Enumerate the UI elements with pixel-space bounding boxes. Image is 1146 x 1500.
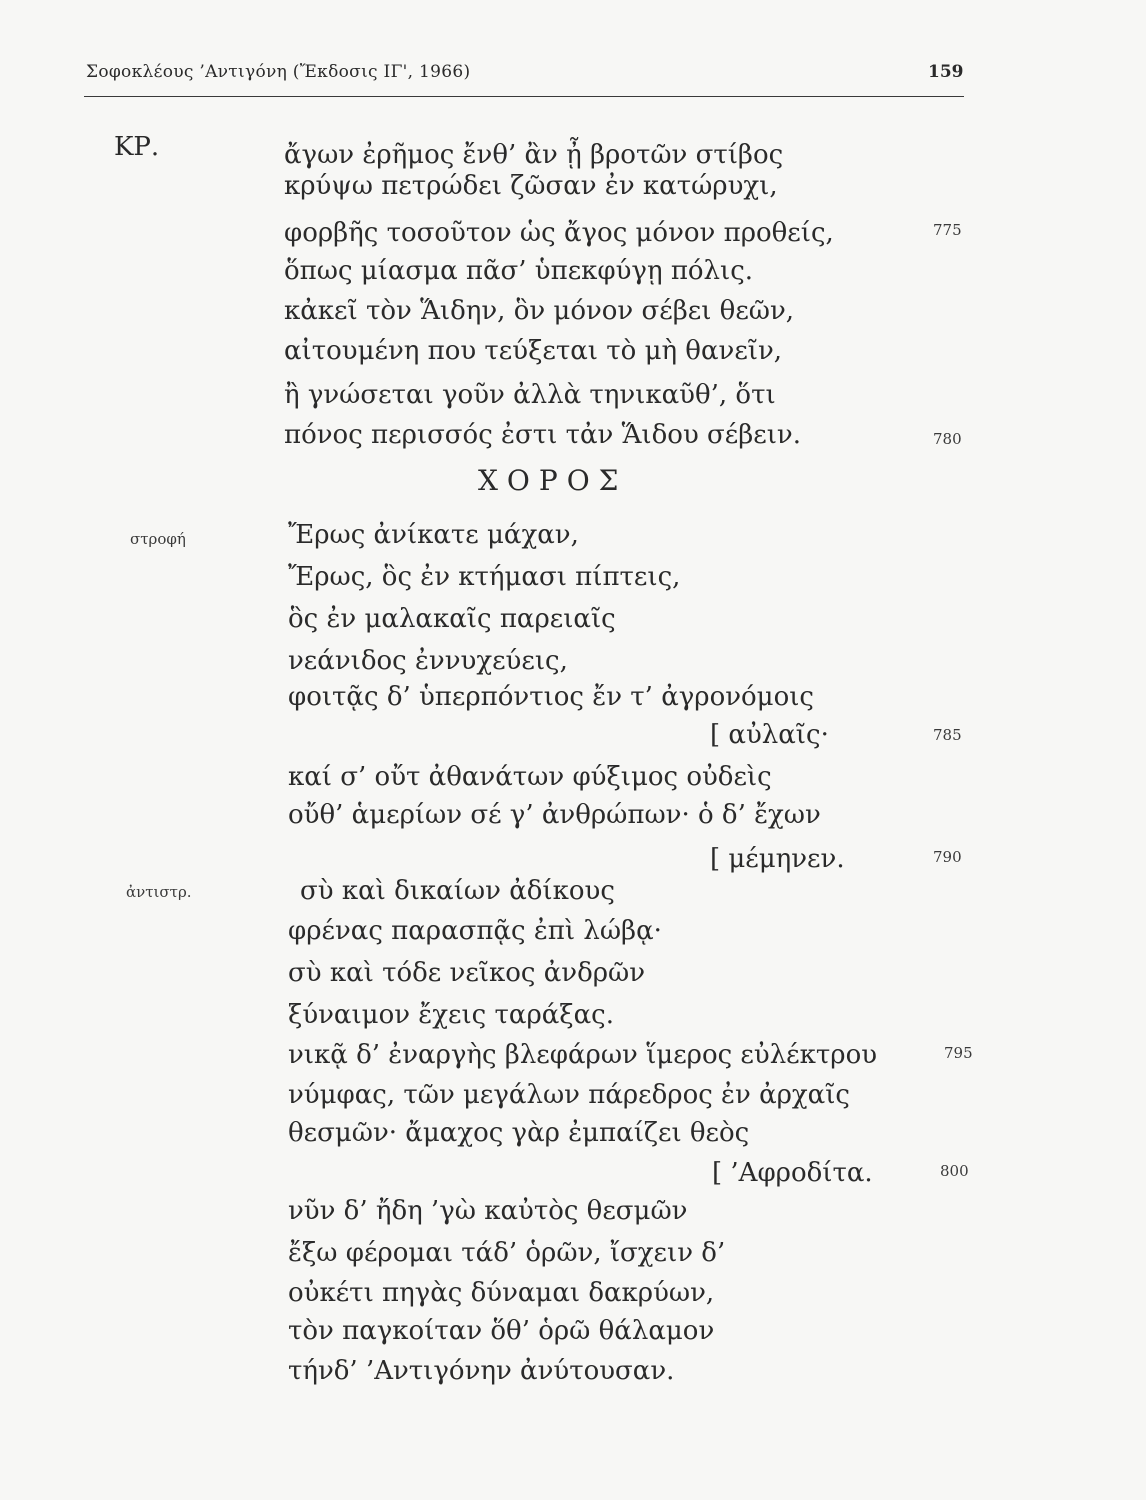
running-title: Σοφοκλέους ’Αντιγόνη (Ἔκδοσις ΙΓ', 1966) xyxy=(86,62,471,82)
line-number: 790 xyxy=(933,848,962,866)
verse-line: ὃς ἐν μαλακαῖς παρειαῖς xyxy=(288,604,616,634)
verse-line: νῦν δ’ ἤδη ’γὼ καὐτὸς θεσμῶν xyxy=(288,1196,688,1226)
verse-line: [ ’Αφροδίτα. xyxy=(712,1158,873,1188)
verse-line: κἀκεῖ τὸν Ἅιδην, ὃν μόνον σέβει θεῶν, xyxy=(284,296,795,326)
speaker-label: ΚΡ. xyxy=(114,132,160,162)
verse-line: φοιτᾷς δ’ ὑπερπόντιος ἔν τ’ ἀγρονόμοις xyxy=(288,682,814,712)
verse-line: ξύναιμον ἔχεις ταράξας. xyxy=(288,1000,614,1030)
verse-line: οὐκέτι πηγὰς δύναμαι δακρύων, xyxy=(288,1278,715,1308)
verse-line: Ἔρως ἀνίκατε μάχαν, xyxy=(288,520,579,550)
verse-line: οὔθ’ ἁμερίων σέ γ’ ἀνθρώπων· ὁ δ’ ἔχων xyxy=(288,800,821,830)
verse-line: κρύψω πετρώδει ζῶσαν ἐν κατώρυχι, xyxy=(284,171,778,201)
verse-line: πόνος περισσός ἐστι τἀν Ἅιδου σέβειν. xyxy=(284,420,801,450)
page-number: 159 xyxy=(928,62,964,82)
verse-line: τὸν παγκοίταν ὅθ’ ὁρῶ θάλαμον xyxy=(288,1316,715,1346)
verse-line: φορβῆς τοσοῦτον ὡς ἄγος μόνον προθείς, xyxy=(284,218,834,248)
verse-line: ὅπως μίασμα πᾶσ’ ὑπεκφύγῃ πόλις. xyxy=(284,256,754,286)
verse-line: ἔξω φέρομαι τάδ’ ὁρῶν, ἴσχειν δ’ xyxy=(288,1238,726,1268)
verse-line: τήνδ’ ’Αντιγόνην ἀνύτουσαν. xyxy=(288,1356,675,1386)
verse-line: ἄγων ἐρῆμος ἔνθ’ ἂν ᾖ βροτῶν στίβος xyxy=(284,140,784,170)
verse-line: νικᾷ δ’ ἐναργὴς βλεφάρων ἵμερος εὐλέκτρου xyxy=(288,1040,878,1070)
verse-line: καί σ’ οὔτ ἀθανάτων φύξιμος οὐδεὶς xyxy=(288,762,772,792)
line-number: 785 xyxy=(933,726,962,744)
verse-line: θεσμῶν· ἄμαχος γὰρ ἐμπαίζει θεὸς xyxy=(288,1118,750,1148)
verse-line: αἰτουμένη που τεύξεται τὸ μὴ θανεῖν, xyxy=(284,336,783,366)
verse-line: [ αὐλαῖς· xyxy=(710,720,829,750)
verse-line: νύμφας, τῶν μεγάλων πάρεδρος ἐν ἀρχαῖς xyxy=(288,1080,850,1110)
verse-line: σὺ καὶ τόδε νεῖκος ἀνδρῶν xyxy=(288,958,646,988)
line-number: 800 xyxy=(940,1162,969,1180)
line-number: 780 xyxy=(933,430,962,448)
verse-line: [ μέμηνεν. xyxy=(710,844,845,874)
line-number: 795 xyxy=(944,1044,973,1062)
verse-line: Ἔρως, ὃς ἐν κτήμασι πίπτεις, xyxy=(288,562,681,592)
line-number: 775 xyxy=(933,221,962,239)
antistrophe-label: ἀντιστρ. xyxy=(126,883,192,901)
verse-line: φρένας παρασπᾷς ἐπὶ λώβᾳ· xyxy=(288,916,662,946)
chorus-heading: ΧΟΡΟΣ xyxy=(478,464,628,497)
header-rule xyxy=(84,96,964,97)
strophe-label: στροφή xyxy=(130,530,186,548)
verse-line: ἢ γνώσεται γοῦν ἀλλὰ τηνικαῦθ’, ὅτι xyxy=(284,380,776,410)
verse-line: σὺ καὶ δικαίων ἀδίκους xyxy=(300,876,615,906)
verse-line: νεάνιδος ἐννυχεύεις, xyxy=(288,646,568,676)
